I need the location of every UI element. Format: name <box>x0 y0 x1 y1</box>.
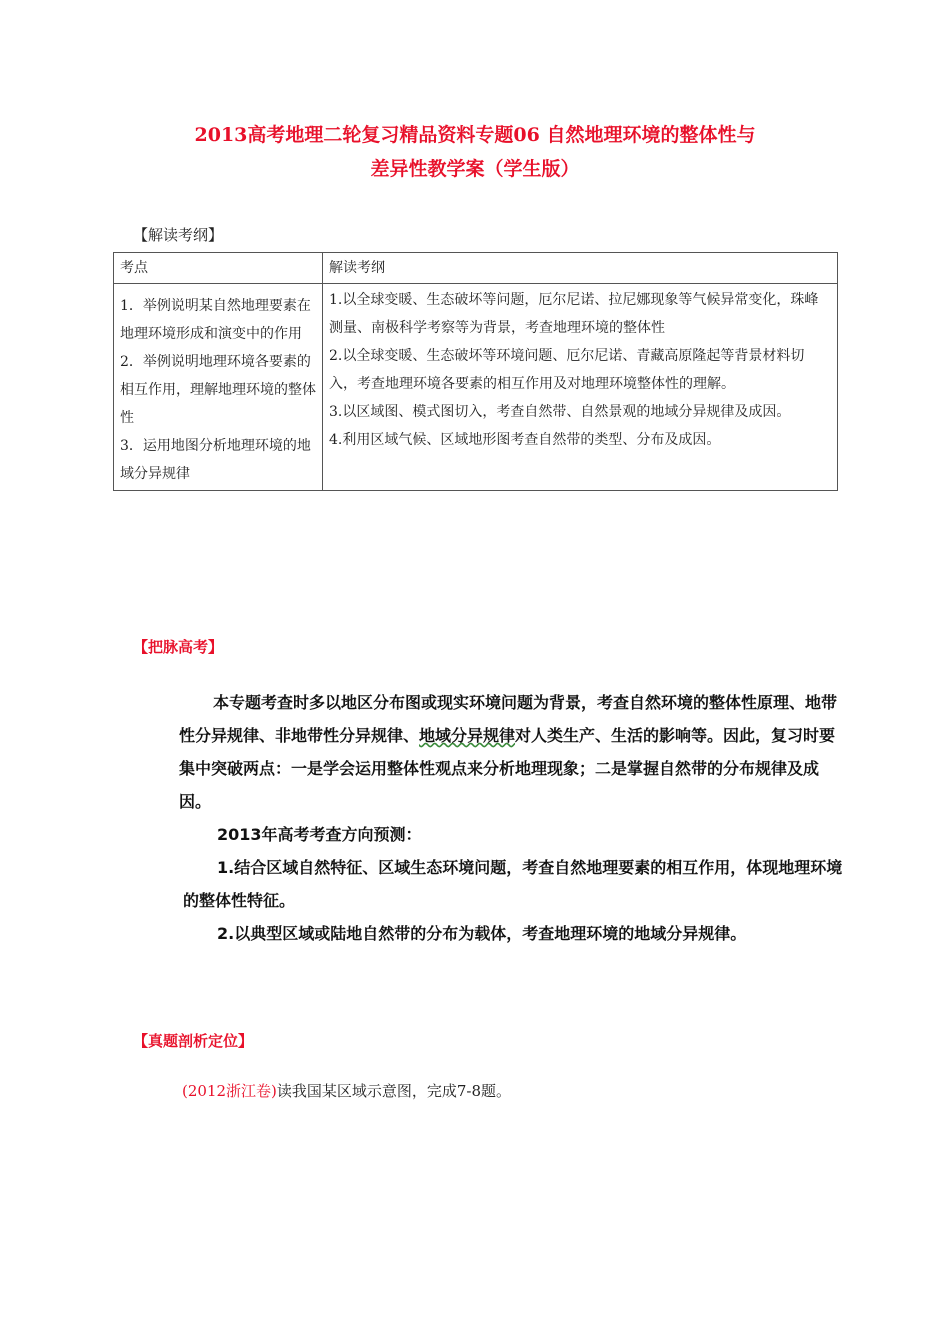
outline-table <box>113 252 838 491</box>
header-kaodian: 考点 <box>114 253 323 284</box>
forecast-item-2: 2.以典型区域或陆地自然带的分布为载体，考查地理环境的地域分异规律。 <box>217 924 747 943</box>
document-title-line-2: 差异性教学案（学生版） <box>370 158 580 180</box>
jiedu-item-1: 1.以全球变暖、生态破坏等问题，厄尔尼诺、拉尼娜现象等气候异常变化，珠峰测量、南极科学考察等为背景，考查地理环境的整体性 <box>329 292 819 336</box>
forecast-title: 2013年高考考查方向预测： <box>217 825 422 844</box>
jiedu-item-2: 2.以全球变暖、生态破坏等环境问题、厄尔尼诺、青藏高原隆起等背景材料切入，考查地理环境各要素的相互作用及对地理环境整体性的理解。 <box>329 348 805 392</box>
question-text: 读我国某区域示意图，完成7-8题。 <box>276 1082 512 1100</box>
trend-paragraph <box>179 686 848 818</box>
question-intro <box>182 1080 511 1101</box>
jiedu-item-4: 4.利用区域气候、区域地形图考查自然带的类型、分布及成因。 <box>329 432 721 448</box>
trend-paragraph-highlight: 地域分异规律 <box>419 726 516 745</box>
table-header-row <box>114 253 838 284</box>
kaodian-item-1: 1．举例说明某自然地理要素在地理环境形成和演变中的作用 <box>120 298 311 342</box>
analysis-section-label: 【真题剖析定位】 <box>133 1032 254 1050</box>
document-title-line-1: 2013高考地理二轮复习精品资料专题06 自然地理环境的整体性与 <box>194 124 756 146</box>
jiedu-cell <box>323 284 838 491</box>
trend-paragraph-part-2: 对人类生产、生活的影响等。因此，复习时要集中突破两点：一是学会运用整体性观点来分析地理现象；二是掌握自然带的分布规律及成因。 <box>179 726 836 811</box>
forecast-item-1: 1.结合区域自然特征、区域生态环境问题，考查自然地理要素的相互作用，体现地理环境的整体性特征。 <box>183 858 843 910</box>
question-source: (2012浙江卷) <box>182 1082 277 1100</box>
trend-section-label: 【把脉高考】 <box>133 638 224 656</box>
kaodian-cell <box>114 284 323 491</box>
trend-paragraph-part-1: 本专题考查时多以地区分布图或现实环境问题为背景，考查自然环境的整体性原理、地带性分异规律、非地带性分异规律、 <box>179 693 838 745</box>
header-jiedu: 解读考纲 <box>323 253 838 284</box>
outline-section-label: 【解读考纲】 <box>133 226 224 244</box>
trend-body <box>179 686 848 950</box>
kaodian-item-3: 3．运用地图分析地理环境的地域分异规律 <box>120 438 311 482</box>
table-row <box>114 284 838 491</box>
jiedu-item-3: 3.以区域图、模式图切入，考查自然带、自然景观的地域分异规律及成因。 <box>329 404 791 420</box>
kaodian-item-2: 2．举例说明地理环境各要素的相互作用，理解地理环境的整体性 <box>120 354 316 426</box>
